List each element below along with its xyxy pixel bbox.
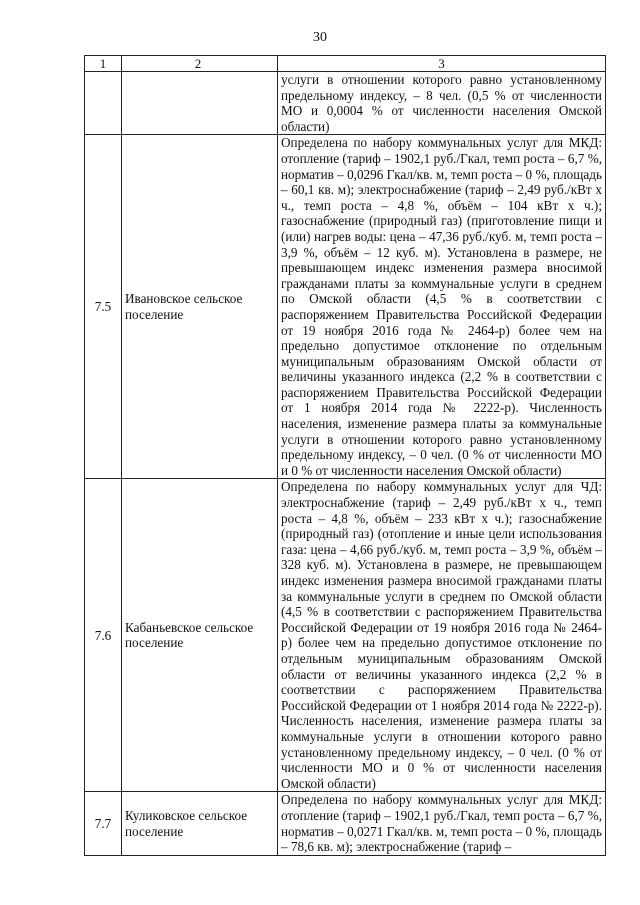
column-header-1: 1 bbox=[85, 56, 122, 72]
column-header-2: 2 bbox=[122, 56, 278, 72]
column-header-3: 3 bbox=[278, 56, 606, 72]
table-row bbox=[85, 135, 606, 479]
table-row bbox=[85, 792, 606, 855]
page-number: 30 bbox=[313, 30, 327, 45]
row-description: услуги в отношении которого равно установленному предельному индексу, – 8 чел. (0,5 % от численности МО и 0,0004 % от численности населения Омской области) bbox=[278, 72, 606, 135]
municipality-name: Куликовское сельское поселение bbox=[122, 792, 278, 855]
row-description: Определена по набору коммунальных услуг для МКД: отопление (тариф – 1902,1 руб./Гкал, темп роста – 6,7 %, норматив – 0,0271 Гкал/кв. м, темп роста – 0 %, площадь – 78,6 кв. м); электроснабжение (тариф – bbox=[278, 792, 606, 855]
municipality-name bbox=[122, 72, 278, 135]
table-row bbox=[85, 72, 606, 135]
row-number: 7.5 bbox=[85, 135, 122, 479]
data-table bbox=[84, 55, 606, 856]
municipality-name: Ивановское сельское поселение bbox=[122, 135, 278, 479]
table-row bbox=[85, 479, 606, 792]
row-number bbox=[85, 72, 122, 135]
row-description: Определена по набору коммунальных услуг для МКД: отопление (тариф – 1902,1 руб./Гкал, темп роста – 6,7 %, норматив – 0,0296 Гкал/кв. м, темп роста – 0 %, площадь – 60,1 кв. м); электроснабжение (тариф – 2,49 руб./кВт х ч., темп роста – 4,8 %, объём – 104 кВт х ч.); газоснабжение (природный газ) (приготовление пищи и (или) нагрев воды: цена – 47,36 руб./куб. м, темп роста – 3,9 %, объём – 12 куб. м). Установлена в размере, не превышающем индекс изменения размера вносимой гражданами платы за коммунальные услуги в среднем по Омской области (4,5 % в соответствии с распоряжением Правительства Российской Федерации от 19 ноября 2016 года № 2464-р) более чем на предельно допустимое отклонение по отдельным муниципальным образованиям Омской области от величины указанного индекса (2,2 % в соответствии с распоряжением Правительства Российской Федерации от 1 ноября 2014 года № 2222-р). Численность населения, изменение размера платы за коммунальные услуги в отношении которого равно установленному предельному индексу, – 0 чел. (0 % от численности МО и 0 % от численности населения Омской области) bbox=[278, 135, 606, 479]
municipality-name: Кабаньевское сельское поселение bbox=[122, 479, 278, 792]
row-number: 7.6 bbox=[85, 479, 122, 792]
table-header-row bbox=[85, 56, 606, 72]
row-description: Определена по набору коммунальных услуг для ЧД: электроснабжение (тариф – 2,49 руб./кВт х ч., темп роста – 4,8 %, объём – 233 кВт х ч.); газоснабжение (природный газ) (отопление и иные цели использования газа: цена – 4,66 руб./куб. м, темп роста – 3,9 %, объём – 328 куб. м). Установлена в размере, не превышающем индекс изменения размера вносимой гражданами платы за коммунальные услуги в среднем по Омской области (4,5 % в соответствии с распоряжением Правительства Российской Федерации от 19 ноября 2016 года № 2464-р) более чем на предельно допустимое отклонение по отдельным муниципальным образованиям Омской области от величины указанного индекса (2,2 % в соответствии с распоряжением Правительства Российской Федерации от 1 ноября 2014 года № 2222-р). Численность населения, изменение размера платы за коммунальные услуги в отношении которого равно установленному предельному индексу, – 0 чел. (0 % от численности МО и 0 % от численности населения Омской области) bbox=[278, 479, 606, 792]
row-number: 7.7 bbox=[85, 792, 122, 855]
